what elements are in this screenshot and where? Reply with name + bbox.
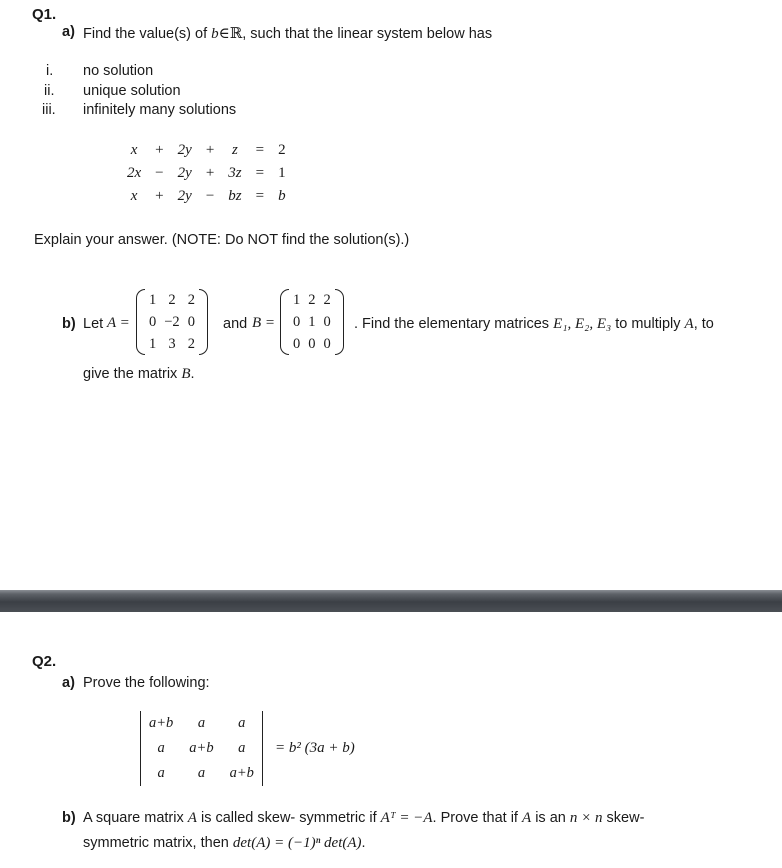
q2b-t7: . [361, 835, 366, 851]
matrix-cell: 1 [293, 291, 301, 308]
q1a-option-ii-text: unique solution [83, 83, 181, 99]
det-cell: a [197, 715, 206, 731]
operator: − [155, 165, 164, 181]
q1a-option-ii-num: ii. [44, 83, 55, 99]
left-paren [136, 289, 145, 355]
matrix-cell: 0 [323, 335, 331, 352]
operator: − [205, 188, 215, 204]
q2a-determinant [140, 711, 263, 786]
q2b-line1 [83, 810, 644, 827]
q1a-intro-end: , such that the linear system below has [242, 26, 493, 42]
matrix-cell: 2 [168, 291, 176, 308]
constant: 2 [278, 142, 286, 158]
q1b-B: B [181, 366, 191, 382]
constant: b [278, 188, 286, 204]
term: 2y [177, 188, 192, 204]
q1b-label: b) [62, 316, 76, 332]
matrix-cell: 1 [308, 313, 316, 330]
q2b-nxn: n × n [569, 810, 603, 826]
q1b-give-matrix: give the matrix [83, 366, 178, 382]
page-divider [0, 590, 782, 612]
matrix-cell: 0 [293, 313, 301, 330]
matrix-cell: 0 [308, 335, 316, 352]
matrix-cell: 0 [149, 313, 157, 330]
matrix-cell: −2 [164, 313, 180, 330]
term: bz [228, 188, 242, 204]
matrix-cell: 2 [187, 335, 195, 352]
matrix-A [136, 289, 208, 355]
q2-heading: Q2. [32, 653, 57, 670]
right-paren [335, 289, 344, 355]
q2b-label: b) [62, 810, 76, 826]
det-cell: a+b [229, 765, 254, 781]
det-cell: a [238, 740, 246, 756]
q1a-explain: Explain your answer. (NOTE: Do NOT find the solution(s).) [34, 232, 410, 248]
q2b-t4: is an [535, 810, 566, 826]
system-row-2 [120, 162, 293, 185]
term: 2y [177, 142, 192, 158]
equals: = [255, 165, 265, 181]
term: 3z [228, 165, 242, 181]
matrix-cell: 2 [323, 291, 331, 308]
q1a-intro: Find the value(s) of [83, 26, 208, 42]
system-row-1 [120, 139, 293, 162]
q2b-t1: A square matrix [83, 810, 184, 826]
operator: + [205, 165, 215, 181]
matrix-B [280, 289, 344, 355]
q1b-to: , to [693, 316, 714, 332]
q2b-A2: A [522, 810, 532, 826]
q1a-option-i-num: i. [46, 63, 54, 79]
q2b-t3: . Prove that if [432, 810, 518, 826]
q2b-t5: skew- [606, 810, 645, 826]
q1b-find: . Find the elementary matrices [354, 316, 550, 332]
q2b-condition: Aᵀ = −A [380, 810, 433, 826]
q1b-and: and [223, 316, 248, 332]
q1a-var-b: b [211, 26, 219, 42]
operator: + [155, 142, 164, 158]
term: 2y [177, 165, 192, 181]
matrix-cell: 2 [187, 291, 195, 308]
term: x [130, 142, 138, 158]
q1b-find-text [354, 316, 714, 333]
q2b-t6: symmetric matrix, then [83, 835, 229, 851]
term: z [232, 142, 238, 158]
matrix-cell: 3 [168, 335, 176, 352]
q2b-t2: is called skew- symmetric if [200, 810, 377, 826]
operator: + [155, 188, 164, 204]
matrix-cell: 0 [293, 335, 301, 352]
q1a-question [83, 24, 492, 43]
q1a-option-iii-text: infinitely many solutions [83, 102, 237, 118]
det-cell: a [157, 765, 165, 781]
right-paren [199, 289, 208, 355]
det-cell: a+b [149, 715, 174, 731]
q2b-line2 [83, 835, 366, 852]
det-cell: a [238, 715, 246, 731]
q1b-B-equals: B = [252, 315, 276, 331]
q1a-reals: ℝ [229, 26, 243, 42]
equals: = [255, 142, 265, 158]
q1b-line2 [83, 366, 195, 383]
q1a-option-iii-num: iii. [42, 102, 56, 118]
equals: = [255, 188, 265, 204]
det-cell: a [157, 740, 165, 756]
operator: + [205, 142, 215, 158]
q2b-A1: A [187, 810, 197, 826]
q1b-period: . [190, 366, 195, 382]
q2a-text: Prove the following: [83, 675, 210, 691]
term: x [130, 188, 138, 204]
q1b-A-equals: A = [107, 315, 130, 331]
q2a-rhs: = b² (3a + b) [275, 740, 355, 756]
right-bar [262, 711, 263, 786]
q1b-to-multiply: to multiply [615, 316, 681, 332]
q1b-A: A [684, 316, 694, 332]
matrix-cell: 1 [149, 335, 157, 352]
det-cell: a+b [189, 740, 214, 756]
q1b-let: Let [83, 316, 104, 332]
matrix-cell: 2 [308, 291, 316, 308]
matrix-cell: 1 [149, 291, 157, 308]
q1a-element-of: ∈ [218, 26, 230, 42]
constant: 1 [278, 165, 286, 181]
q1a-option-i-text: no solution [83, 63, 154, 79]
det-cell: a [197, 765, 206, 781]
matrix-cell: 0 [187, 313, 195, 330]
q1a-linear-system [120, 139, 293, 208]
system-row-3 [120, 185, 293, 208]
q1-heading: Q1. [32, 6, 57, 23]
matrix-cell: 0 [323, 313, 331, 330]
q1b-elementary-matrices: E₁, E₂, E₃ [553, 316, 612, 332]
left-paren [280, 289, 289, 355]
q2b-formula: det(A) = (−1)ⁿ det(A) [232, 835, 362, 851]
term: 2x [127, 165, 142, 181]
q1a-label: a) [62, 24, 75, 40]
q2a-label: a) [62, 675, 75, 691]
